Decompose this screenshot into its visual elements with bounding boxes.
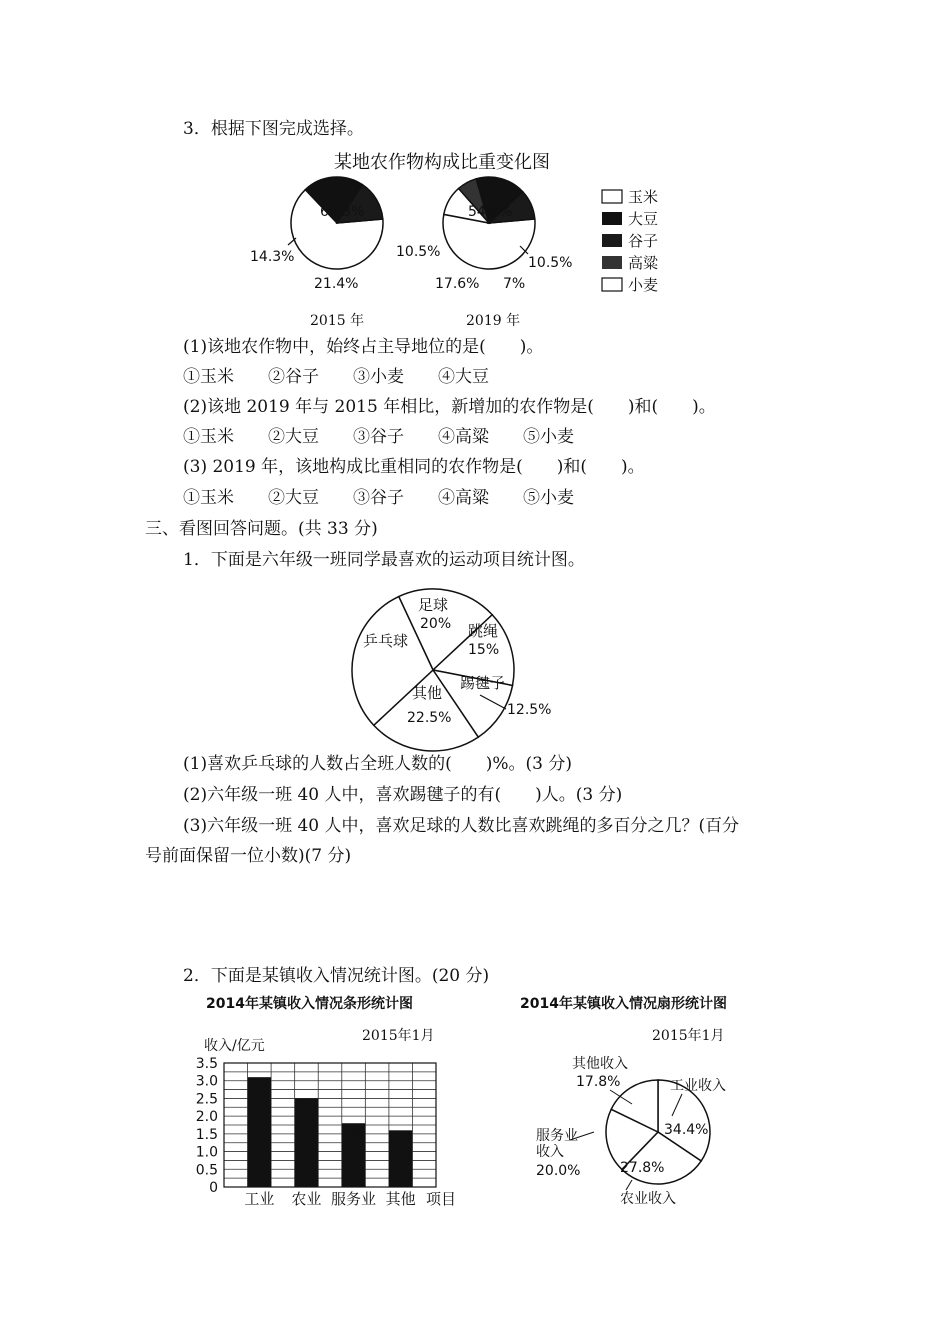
income-label-service: 20.0%	[536, 1163, 581, 1179]
pie-2019-label-millet: 10.5%	[396, 244, 441, 260]
section3-heading: 三、看图回答问题。(共 33 分)	[145, 519, 378, 539]
sports-name-rope: 跳绳	[468, 622, 499, 640]
sports-label-football: 20%	[420, 616, 452, 632]
option: ④大豆	[438, 367, 489, 387]
bar	[248, 1077, 272, 1187]
legend-swatch-millet	[602, 234, 622, 247]
bar-value-label: 2.5	[295, 1098, 318, 1115]
pie-2019-label-wheat: 10.5%	[528, 255, 573, 271]
q3-options1	[183, 366, 523, 388]
x-tick-label: 服务业	[331, 1190, 377, 1208]
x-tick-label: 工业	[244, 1190, 275, 1208]
sports-label-rope: 15%	[468, 642, 500, 658]
income-name-service2: 收入	[536, 1144, 564, 1160]
income-label-industry: 34.4%	[664, 1122, 709, 1138]
bar-chart-subtitle: 2015年1月	[362, 1028, 435, 1044]
option: ②大豆	[268, 427, 319, 447]
legend-millet: 谷子	[628, 232, 659, 250]
bar-chart-xlabel: 项目	[426, 1190, 457, 1208]
sports-name-pingpong: 乒乓球	[363, 632, 409, 650]
income-pie-chart	[510, 990, 810, 1220]
income-label-agri: 27.8%	[620, 1160, 665, 1176]
y-tick-label: 1.0	[195, 1144, 218, 1161]
option: ③谷子	[353, 488, 404, 508]
crop-chart-title: 某地农作物构成比重变化图	[334, 152, 550, 173]
pie-2015-label-millet: 14.3%	[250, 249, 295, 265]
option: ①玉米	[183, 488, 234, 508]
y-tick-label: 2.0	[195, 1109, 218, 1126]
s3-q1-sub3b: 号前面保留一位小数)(7 分)	[145, 846, 352, 866]
bar-y-ticks	[196, 1056, 218, 1196]
legend-swatch-corn	[602, 190, 622, 203]
x-tick-label: 其他	[385, 1190, 416, 1208]
option: ③谷子	[353, 427, 404, 447]
pie-2019-year: 2019 年	[466, 313, 521, 328]
q3-options2	[183, 426, 608, 448]
q3-sub1: (1)该地农作物中，始终占主导地位的是( )。	[183, 337, 544, 357]
option: ④高粱	[438, 427, 489, 447]
pie-2015-label-soy: 21.4%	[314, 276, 359, 292]
bar-bars	[248, 1077, 413, 1187]
bar-chart-ylabel: 收入/亿元	[204, 1038, 265, 1054]
pie-2019	[443, 177, 535, 269]
bar-value-label: 3.1	[248, 1077, 271, 1094]
pie-2019-label-sorghum: 7%	[503, 276, 526, 292]
s3-q1-sub2: (2)六年级一班 40 人中，喜欢踢毽子的有( )人。(3 分)	[183, 785, 623, 805]
bar-value-label: 1.8	[342, 1123, 365, 1140]
option: ②谷子	[268, 367, 319, 387]
s3-q2-heading: 2．下面是某镇收入情况统计图。(20 分)	[183, 966, 490, 986]
legend-corn: 玉米	[628, 188, 659, 206]
pie-2015-year: 2015 年	[310, 313, 365, 328]
y-tick-label: 0	[209, 1180, 218, 1196]
option: ②大豆	[268, 488, 319, 508]
legend-swatch-wheat	[602, 278, 622, 291]
pie-2019-label-corn: 54.4%	[468, 204, 513, 220]
sports-name-other: 其他	[412, 684, 443, 702]
y-tick-label: 1.5	[195, 1126, 218, 1143]
y-tick-label: 2.5	[195, 1091, 218, 1108]
pie-2015-label-corn: 64.3%	[320, 204, 365, 220]
legend-swatch-soy	[602, 212, 622, 225]
sports-label-other: 22.5%	[407, 710, 452, 726]
option: ③小麦	[353, 367, 404, 387]
y-tick-label: 3.0	[195, 1073, 218, 1090]
option: ⑤小麦	[523, 427, 574, 447]
y-tick-label: 3.5	[195, 1056, 218, 1072]
pie-2019-label-soy: 17.6%	[435, 276, 480, 292]
q3-sub3: (3) 2019 年，该地构成比重相同的农作物是( )和( )。	[183, 457, 645, 477]
sports-name-football: 足球	[418, 596, 449, 614]
legend-wheat: 小麦	[628, 276, 659, 294]
s3-q1-heading: 1．下面是六年级一班同学最喜欢的运动项目统计图。	[183, 550, 585, 570]
income-leader-agri	[626, 1180, 632, 1190]
q3-options3	[183, 487, 608, 509]
legend-swatch-sorghum	[602, 256, 622, 269]
option: ①玉米	[183, 427, 234, 447]
bar-chart-title: 2014年某镇收入情况条形统计图	[206, 996, 413, 1012]
option: ⑤小麦	[523, 488, 574, 508]
s3-q1-sub3a: (3)六年级一班 40 人中，喜欢足球的人数比喜欢跳绳的多百分之几？(百分	[183, 816, 740, 836]
option: ④高粱	[438, 488, 489, 508]
s3-q1-sub1: (1)喜欢乒乓球的人数占全班人数的( )%。(3 分)	[183, 754, 572, 774]
sports-chart	[0, 578, 950, 758]
legend-soy: 大豆	[628, 210, 659, 228]
income-name-other: 其他收入	[572, 1056, 628, 1072]
sports-name-shuttle: 踢毽子	[460, 674, 506, 692]
income-pie-subtitle: 2015年1月	[652, 1028, 725, 1044]
crop-legend	[602, 188, 659, 294]
legend-sorghum: 高粱	[628, 254, 659, 272]
y-tick-label: 0.5	[195, 1162, 218, 1179]
q3-sub2: (2)该地 2019 年与 2015 年相比，新增加的农作物是( )和( )。	[183, 397, 716, 417]
sports-label-shuttle: 12.5%	[507, 702, 552, 718]
pie-2015	[291, 177, 383, 269]
bar-value-label: 1.6	[389, 1130, 412, 1147]
option: ①玉米	[183, 367, 234, 387]
income-name-industry: 工业收入	[670, 1078, 726, 1094]
bar-x-ticks	[244, 1190, 415, 1208]
income-name-agri: 农业收入	[620, 1191, 676, 1207]
income-label-other: 17.8%	[576, 1074, 621, 1090]
income-name-service1: 服务业	[536, 1128, 578, 1144]
income-pie-title: 2014年某镇收入情况扇形统计图	[520, 996, 727, 1012]
crop-charts	[0, 148, 950, 328]
x-tick-label: 农业	[291, 1190, 322, 1208]
q3-heading: 3．根据下图完成选择。	[183, 119, 364, 139]
